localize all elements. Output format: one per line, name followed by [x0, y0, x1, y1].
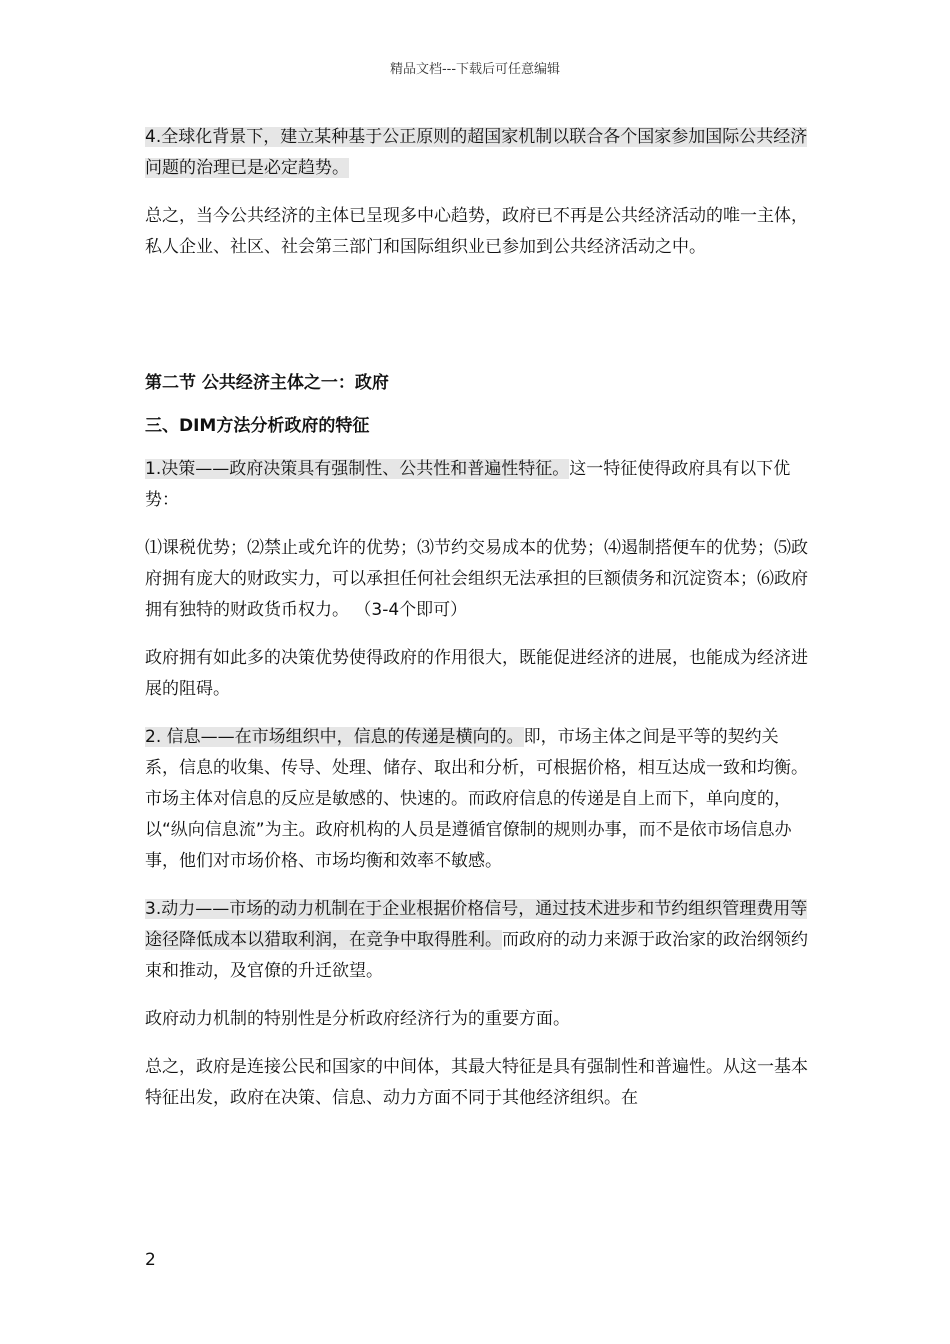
paragraph-motivation — [145, 894, 810, 987]
paragraph-decision — [145, 454, 810, 516]
section-heading: 第二节 公共经济主体之一：政府 — [145, 373, 389, 393]
highlighted-text: 2. 信息——在市场组织中，信息的传递是横向的。 — [145, 727, 524, 747]
paragraph-summary-1: 总之，当今公共经济的主体已呈现多中心趋势，政府已不再是公共经济活动的唯一主体，私人企业、社区、社会第三部门和国际组织业已参加到公共经济活动之中。 — [145, 206, 808, 257]
paragraph-summary-2: 总之，政府是连接公民和国家的中间体，其最大特征是具有强制性和普遍性。从这一基本特征出发，政府在决策、信息、动力方面不同于其他经济组织。在 — [145, 1057, 808, 1108]
paragraph-advantages-list: ⑴课税优势；⑵禁止或允许的优势；⑶节约交易成本的优势；⑷遏制搭便车的优势；⑸政府拥有庞大的财政实力，可以承担任何社会组织无法承担的巨额债务和沉淀资本；⑹政府拥有独特的财政货币权力。 （3-4个即可） — [145, 538, 808, 620]
highlighted-text: 3.动力——市场的动力机制在于企业根据价格信号，通过技术进步和节约组织管理费用等途径降低成本以猎取利润，在竞争中取得胜利。 — [145, 899, 808, 950]
paragraph-information — [145, 722, 810, 877]
subsection-heading: 三、DIM方法分析政府的特征 — [145, 416, 370, 436]
paragraph-decision-effect: 政府拥有如此多的决策优势使得政府的作用很大，既能促进经济的进展，也能成为经济进展的阻碍。 — [145, 648, 808, 699]
document-body — [145, 122, 810, 1131]
spacer — [145, 280, 810, 368]
page-header: 精品文档---下载后可任意编辑 — [389, 62, 561, 77]
paragraph-text: 即，市场主体之间是平等的契约关系，信息的收集、传导、处理、储存、取出和分析，可根据价格，相互达成一致和均衡。市场主体对信息的反应是敏感的、快速的。而政府信息的传递是自上而下，单向度的，以“纵向信息流”为主。政府机构的人员是遵循官僚制的规则办事，而不是依市场信息办事，他们对市场价格、市场均衡和效率不敏感。 — [145, 727, 808, 871]
page-number: 2 — [145, 1250, 156, 1270]
highlighted-text: 4.全球化背景下，建立某种基于公正原则的超国家机制以联合各个国家参加国际公共经济问题的治理已是必定趋势。 — [145, 127, 808, 178]
paragraph-text: 这一特征使得政府具有以下优势： — [145, 459, 791, 510]
paragraph-motivation-note: 政府动力机制的特别性是分析政府经济行为的重要方面。 — [145, 1009, 570, 1029]
paragraph-text: 而政府的动力来源于政治家的政治纲领约束和推动，及官僚的升迁欲望。 — [145, 930, 808, 981]
paragraph-globalization — [145, 122, 810, 184]
highlighted-text: 1.决策——政府决策具有强制性、公共性和普遍性特征。 — [145, 459, 570, 479]
